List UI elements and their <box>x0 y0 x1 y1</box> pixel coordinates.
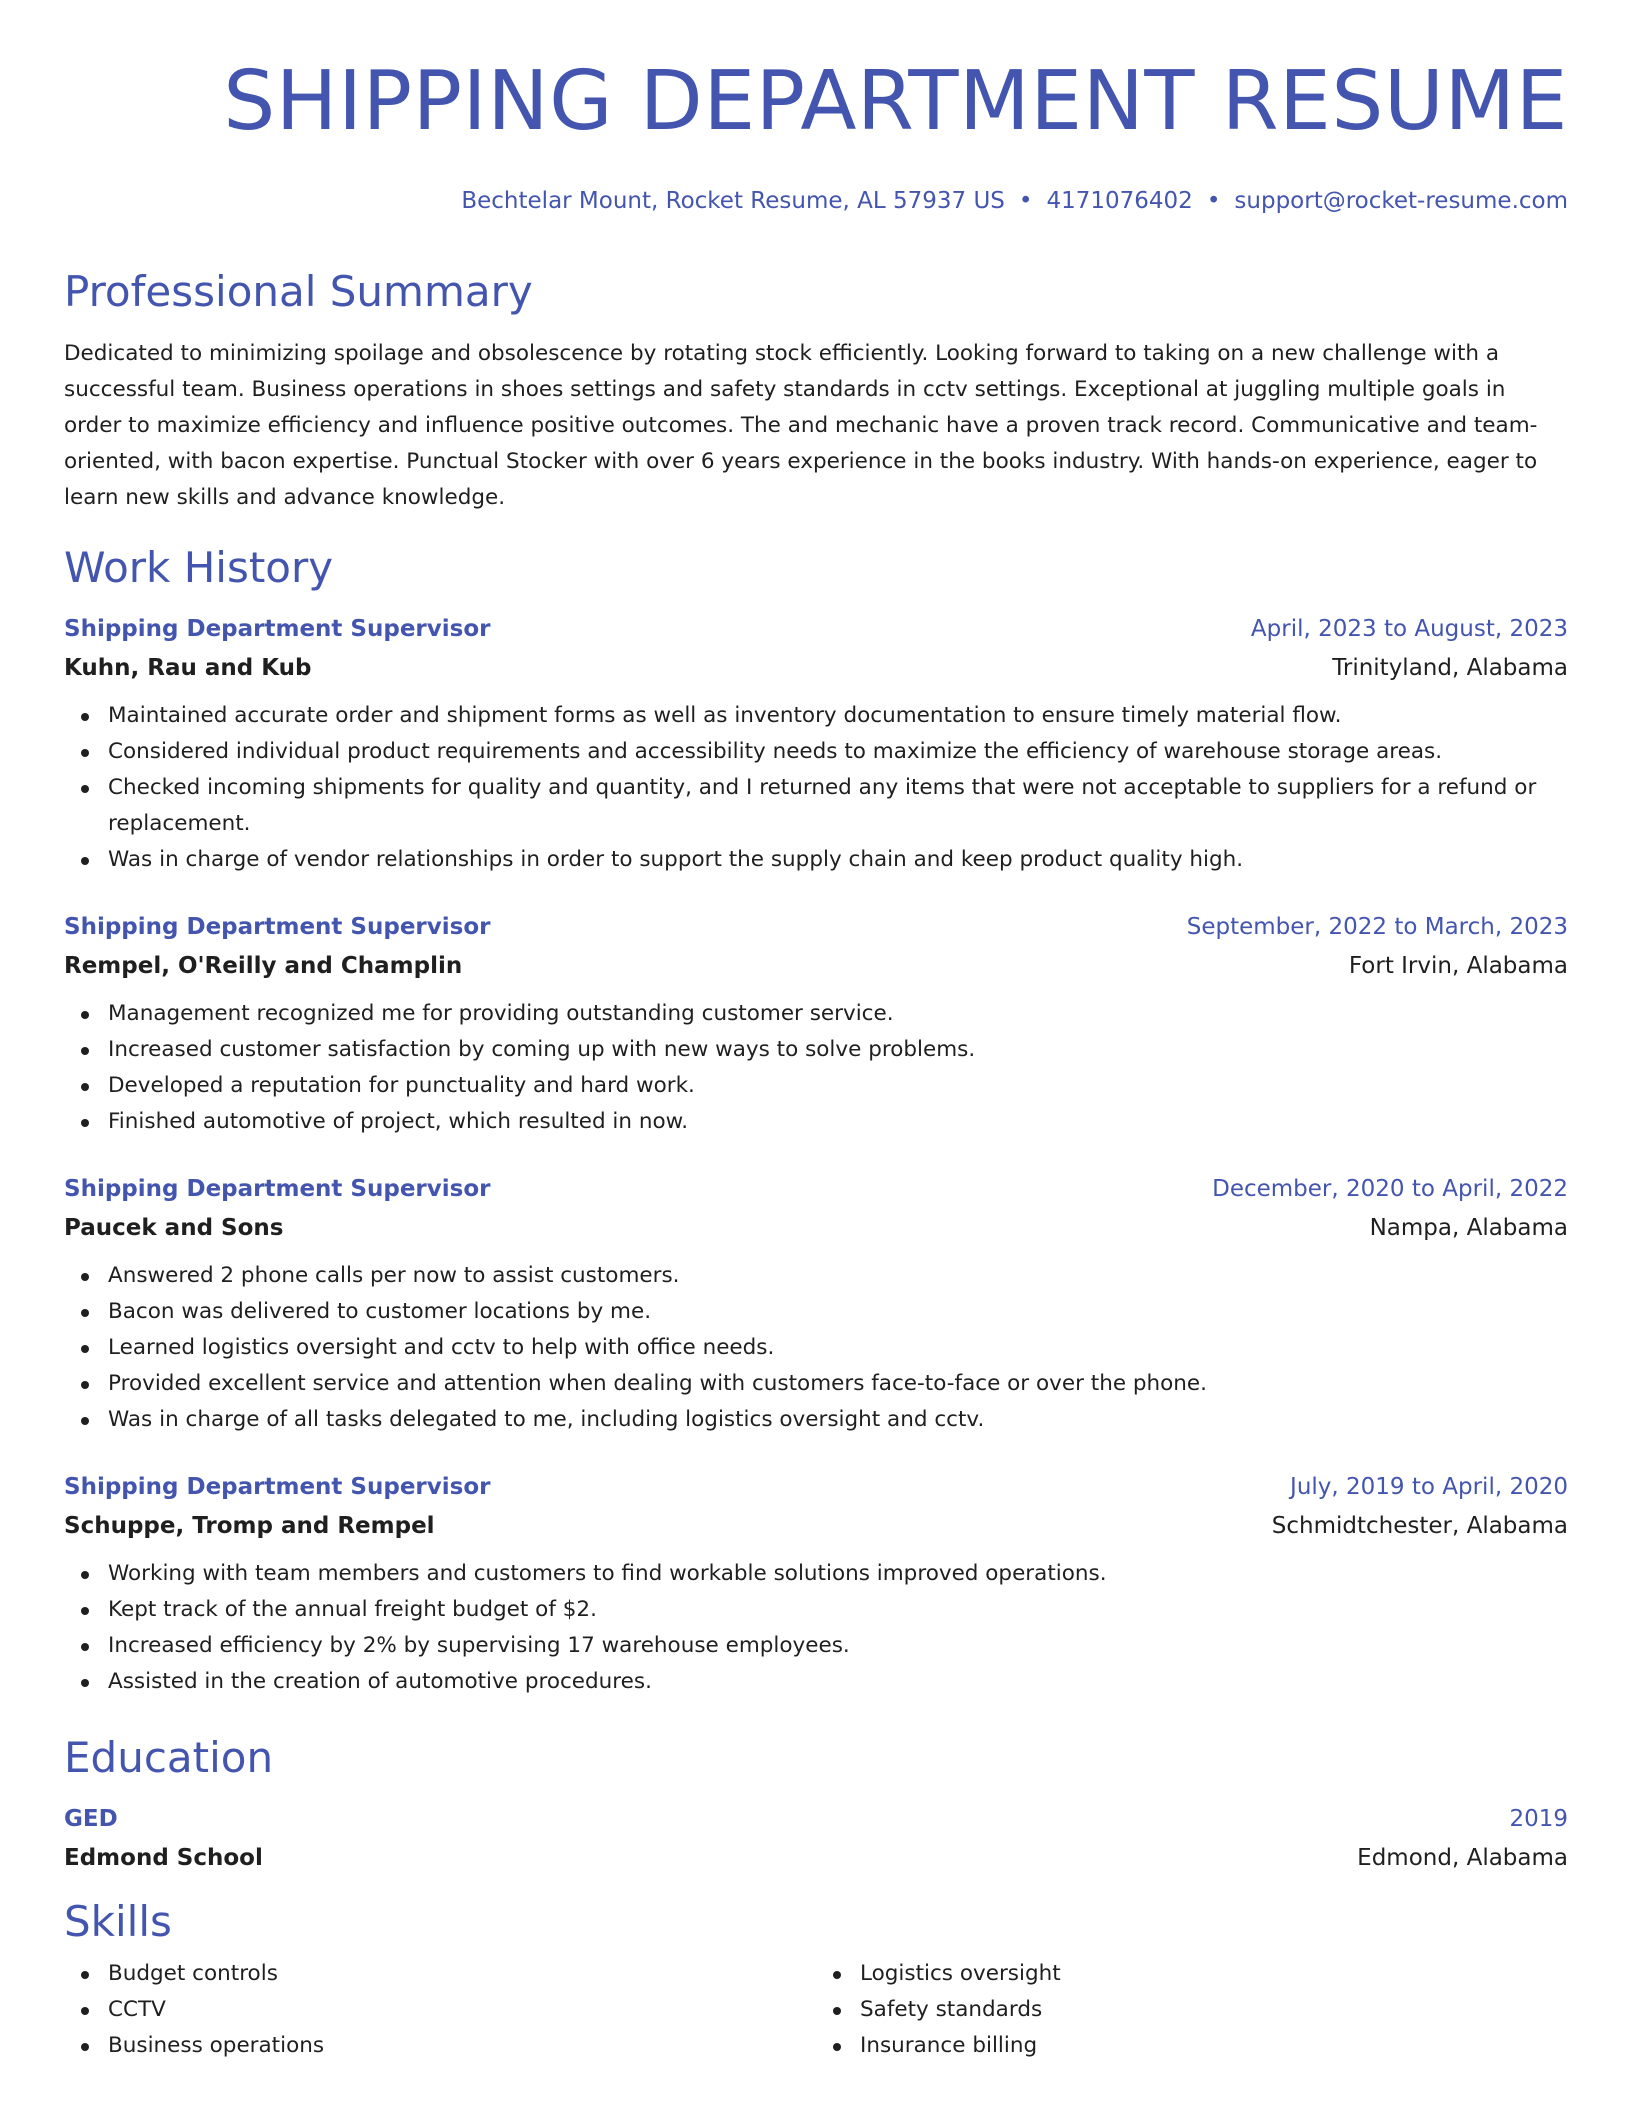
skill-item: CCTV <box>108 1992 816 2028</box>
job-header-row <box>64 1468 1568 1507</box>
job-header-row <box>64 908 1568 947</box>
job-company: Schuppe, Tromp and Rempel <box>64 1513 435 1539</box>
job-location: Nampa, Alabama <box>1369 1215 1568 1241</box>
job-company: Paucek and Sons <box>64 1215 284 1241</box>
skill-item: Safety standards <box>860 1992 1568 2028</box>
job-bullet: Increased customer satisfaction by coming up with new ways to solve problems. <box>108 1032 1568 1068</box>
job-bullet: Kept track of the annual freight budget of $2. <box>108 1592 1568 1628</box>
skills-column-left <box>64 1956 816 2064</box>
job-header-row <box>64 1170 1568 1209</box>
job-role: Shipping Department Supervisor <box>64 616 491 642</box>
skills-column-right <box>816 1956 1568 2064</box>
contact-address: Bechtelar Mount, Rocket Resume, AL 57937 US <box>461 188 1005 214</box>
summary-text: Dedicated to minimizing spoilage and obsolescence by rotating stock efficiently. Looking forward to taking on a new challenge with a successful team. Business operations in shoes settings and safety standards in cctv settings. Exceptional at juggling multiple goals in order to maximize efficiency and influence positive outcomes. The and mechanic have a proven track record. Communicative and team-oriented, with bacon expertise. Punctual Stocker with over 6 years experience in the books industry. With hands-on experience, eager to learn new skills and advance knowledge. <box>64 341 1538 510</box>
job-company: Rempel, O'Reilly and Champlin <box>64 953 463 979</box>
summary-heading: Professional Summary <box>64 267 533 316</box>
skill-item: Budget controls <box>108 1956 816 1992</box>
education-entry <box>64 1800 1568 1878</box>
job-dates: September, 2022 to March, 2023 <box>1186 914 1568 940</box>
job-location: Schmidtchester, Alabama <box>1271 1513 1568 1539</box>
job-bullet: Was in charge of vendor relationships in order to support the supply chain and keep product quality high. <box>108 842 1568 878</box>
skills-heading: Skills <box>64 1897 172 1946</box>
job-location: Fort Irvin, Alabama <box>1348 953 1568 979</box>
job-entry <box>64 908 1568 1140</box>
skills-grid <box>64 1956 1568 2064</box>
job-bullets <box>64 1556 1568 1700</box>
job-company-row <box>64 1209 1568 1248</box>
job-bullet: Increased efficiency by 2% by supervising 17 warehouse employees. <box>108 1628 1568 1664</box>
job-bullet: Answered 2 phone calls per now to assist customers. <box>108 1258 1568 1294</box>
resume-title: SHIPPING DEPARTMENT RESUME <box>223 54 1568 149</box>
job-bullet: Considered individual product requirements and accessibility needs to maximize the efficiency of warehouse storage areas. <box>108 734 1568 770</box>
job-location: Trinityland, Alabama <box>1332 655 1568 681</box>
job-bullets <box>64 1258 1568 1438</box>
job-bullet: Management recognized me for providing outstanding customer service. <box>108 996 1568 1032</box>
skill-item: Insurance billing <box>860 2028 1568 2064</box>
job-bullet: Developed a reputation for punctuality and hard work. <box>108 1068 1568 1104</box>
job-role: Shipping Department Supervisor <box>64 914 491 940</box>
job-bullet: Learned logistics oversight and cctv to help with office needs. <box>108 1330 1568 1366</box>
skill-item: Logistics oversight <box>860 1956 1568 1992</box>
job-bullets <box>64 996 1568 1140</box>
job-entry <box>64 610 1568 878</box>
job-bullet: Assisted in the creation of automotive procedures. <box>108 1664 1568 1700</box>
job-role: Shipping Department Supervisor <box>64 1474 491 1500</box>
job-bullet: Maintained accurate order and shipment forms as well as inventory documentation to ensure timely material flow. <box>108 698 1568 734</box>
job-dates: July, 2019 to April, 2020 <box>1290 1474 1568 1500</box>
job-role: Shipping Department Supervisor <box>64 1176 491 1202</box>
job-bullet: Checked incoming shipments for quality and quantity, and I returned any items that were not acceptable to suppliers for a refund or replacement. <box>108 770 1568 842</box>
contact-email: support@rocket-resume.com <box>1234 188 1568 214</box>
contact-line <box>64 187 1568 215</box>
education-header-row <box>64 1800 1568 1839</box>
education-heading: Education <box>64 1733 274 1782</box>
job-bullet: Provided excellent service and attention when dealing with customers face-to-face or over the phone. <box>108 1366 1568 1402</box>
job-company-row <box>64 947 1568 986</box>
job-entry <box>64 1170 1568 1438</box>
job-dates: April, 2023 to August, 2023 <box>1250 616 1568 642</box>
work-history-heading: Work History <box>64 543 334 592</box>
job-dates: December, 2020 to April, 2022 <box>1212 1176 1568 1202</box>
job-entry <box>64 1468 1568 1700</box>
skill-item: Business operations <box>108 2028 816 2064</box>
education-school: Edmond School <box>64 1845 263 1871</box>
job-company: Kuhn, Rau and Kub <box>64 655 312 681</box>
education-year: 2019 <box>1509 1806 1568 1832</box>
job-company-row <box>64 649 1568 688</box>
contact-phone: 4171076402 <box>1046 188 1193 214</box>
education-location: Edmond, Alabama <box>1357 1845 1568 1871</box>
job-company-row <box>64 1507 1568 1546</box>
contact-separator: • <box>1018 188 1033 214</box>
job-bullet: Finished automotive of project, which resulted in now. <box>108 1104 1568 1140</box>
job-bullet: Working with team members and customers to find workable solutions improved operations. <box>108 1556 1568 1592</box>
contact-separator: • <box>1206 188 1221 214</box>
job-bullet: Was in charge of all tasks delegated to me, including logistics oversight and cctv. <box>108 1402 1568 1438</box>
job-bullets <box>64 698 1568 878</box>
job-bullet: Bacon was delivered to customer locations by me. <box>108 1294 1568 1330</box>
education-school-row <box>64 1839 1568 1878</box>
education-degree: GED <box>64 1806 118 1832</box>
job-header-row <box>64 610 1568 649</box>
